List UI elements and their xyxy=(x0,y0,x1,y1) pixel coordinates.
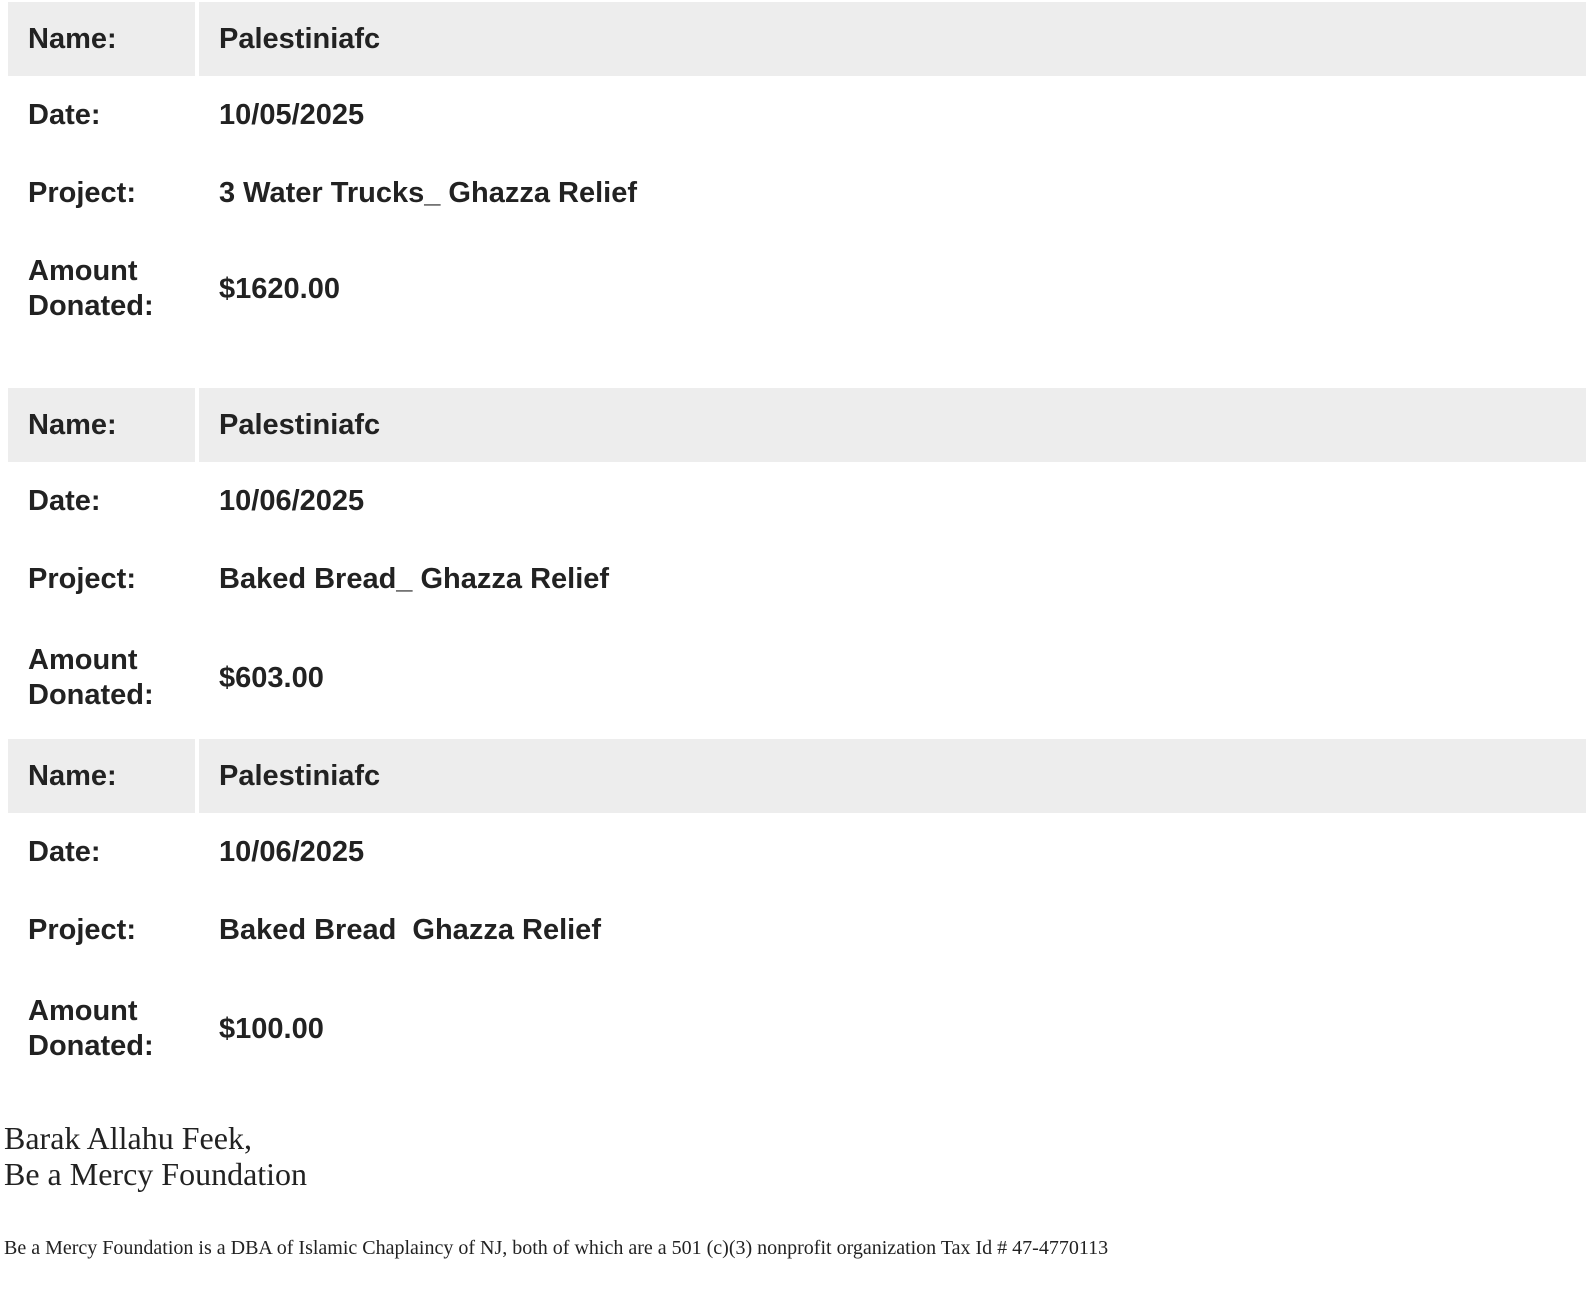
amount-row xyxy=(8,969,1586,1089)
amount-label: Amount Donated: xyxy=(28,255,154,322)
project-name: 3 Water Trucks_ Ghazza Relief xyxy=(219,176,637,209)
project-name: Baked Bread Ghazza Relief xyxy=(219,913,601,946)
project-row xyxy=(8,891,1586,969)
date-label: Date: xyxy=(28,98,101,131)
project-label: Project: xyxy=(28,913,136,946)
name-label: Name: xyxy=(8,739,199,813)
date-row xyxy=(8,76,1586,154)
amount-donated: $603.00 xyxy=(219,661,324,694)
amount-row xyxy=(8,232,1586,346)
project-label: Project: xyxy=(28,176,136,209)
name-label: Name: xyxy=(8,388,199,462)
project-row xyxy=(8,540,1586,618)
signoff xyxy=(4,1120,307,1192)
name-row xyxy=(8,2,1586,76)
donation-record xyxy=(8,739,1586,1089)
donation-date: 10/05/2025 xyxy=(219,98,365,131)
project-name: Baked Bread_ Ghazza Relief xyxy=(219,562,610,595)
amount-donated: $100.00 xyxy=(219,1012,324,1045)
amount-donated: $1620.00 xyxy=(219,272,340,305)
name-label: Name: xyxy=(8,2,199,76)
donor-name: Palestiniafc xyxy=(199,739,1586,813)
date-label: Date: xyxy=(28,484,101,517)
project-row xyxy=(8,154,1586,232)
donor-name: Palestiniafc xyxy=(199,2,1586,76)
date-row xyxy=(8,462,1586,540)
date-row xyxy=(8,813,1586,891)
amount-label: Amount Donated: xyxy=(28,995,154,1062)
donation-date: 10/06/2025 xyxy=(219,835,365,868)
amount-label: Amount Donated: xyxy=(28,644,154,711)
name-row xyxy=(8,388,1586,462)
donation-date: 10/06/2025 xyxy=(219,484,365,517)
donation-record xyxy=(8,388,1586,738)
date-label: Date: xyxy=(28,835,101,868)
nonprofit-disclaimer: Be a Mercy Foundation is a DBA of Islamic Chaplaincy of NJ, both of which are a 501 (c)(3) nonprofit organization Tax Id # 47-4770113 xyxy=(4,1237,1109,1259)
amount-row xyxy=(8,618,1586,738)
signoff-organization: Be a Mercy Foundation xyxy=(4,1156,308,1192)
name-row xyxy=(8,739,1586,813)
donor-name: Palestiniafc xyxy=(199,388,1586,462)
project-label: Project: xyxy=(28,562,136,595)
donation-record xyxy=(8,2,1586,346)
signoff-greeting: Barak Allahu Feek, xyxy=(4,1120,252,1156)
